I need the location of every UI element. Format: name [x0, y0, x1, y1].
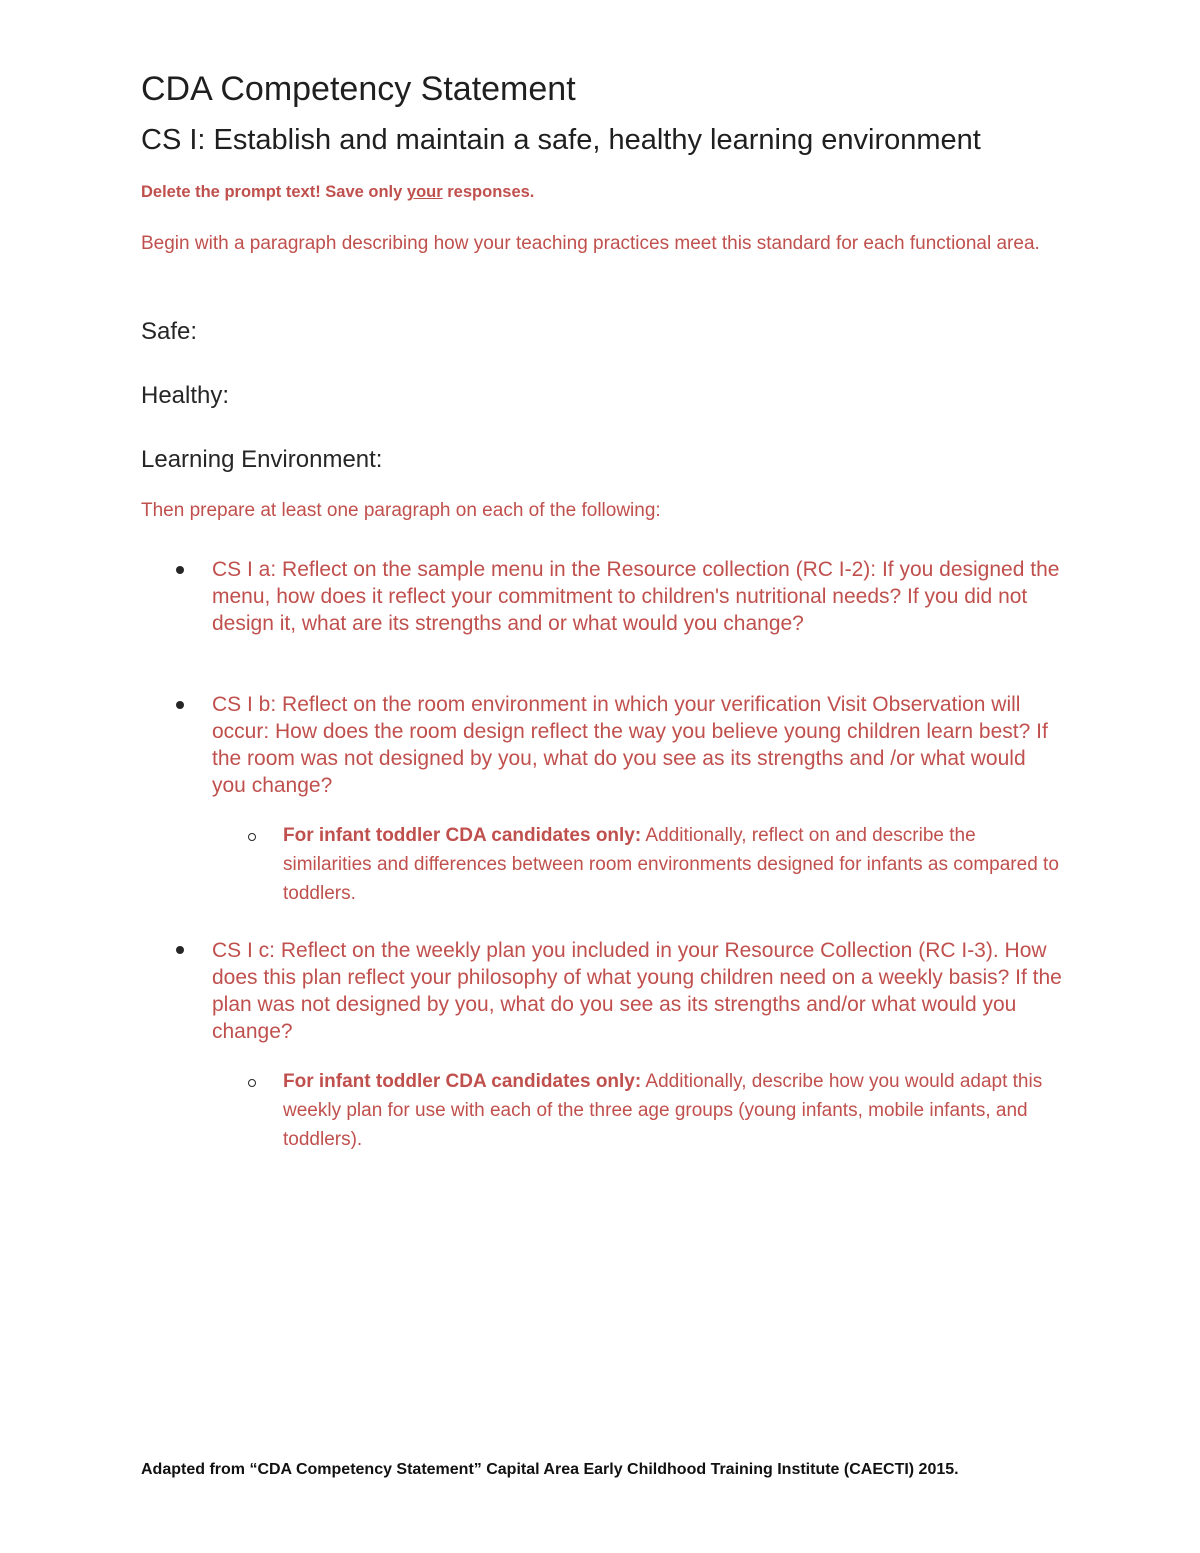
sub-bullet-ring-icon: [248, 833, 256, 841]
warning-underlined-word: your: [406, 183, 443, 201]
sub-bullet-label: For infant toddler CDA candidates only:: [283, 1071, 642, 1092]
footer-citation: Adapted from “CDA Competency Statement” Capital Area Early Childhood Training Institute (CAECTI) 2015.: [141, 1461, 959, 1478]
bullet-cs-1b: CS I b: Reflect on the room environment in which your verification Visit Observation will occur: How does the room design reflect the way you believe young children learn best? If the room was not designed by you, what do you see as its strengths and /or what would you change?: [212, 693, 1048, 797]
bullet-cs-1c: CS I c: Reflect on the weekly plan you included in your Resource Collection (RC I-3). How does this plan reflect your philosophy of what young children need on a weekly basis? If the plan was not designed by you, what do you see as its strengths and/or what would you change?: [212, 939, 1062, 1043]
document-subtitle: CS I: Establish and maintain a safe, healthy learning environment: [141, 124, 981, 156]
bullet-dot-icon: [176, 946, 184, 954]
bullet-dot-icon: [176, 566, 184, 574]
bullet-dot-icon: [176, 701, 184, 709]
intro-prompt: Begin with a paragraph describing how your teaching practices meet this standard for each functional area.: [141, 233, 1040, 254]
delete-prompt-warning: Delete the prompt text! Save only your responses.: [141, 183, 535, 201]
functional-area-safe: Safe:: [141, 318, 198, 345]
document-title: CDA Competency Statement: [141, 70, 576, 108]
functional-area-healthy: Healthy:: [141, 382, 230, 409]
then-prompt: Then prepare at least one paragraph on each of the following:: [141, 500, 661, 521]
sub-bullet-infant-toddler-plan: For infant toddler CDA candidates only: Additionally, describe how you would adapt this weekly plan for use with each of the three age groups (young infants, mobile infants, and toddlers).: [283, 1071, 1043, 1150]
bullet-cs-1a: CS I a: Reflect on the sample menu in the Resource collection (RC I-2): If you designed the menu, how does it reflect your commitment to children's nutritional needs? If you did not design it, what are its strengths and or what would you change?: [212, 558, 1060, 635]
sub-bullet-infant-toddler-room: For infant toddler CDA candidates only: Additionally, reflect on and describe the similarities and differences between room environments designed for infants as compared to toddlers.: [283, 825, 1059, 904]
functional-area-learning-environment: Learning Environment:: [141, 446, 383, 473]
sub-bullet-label: For infant toddler CDA candidates only:: [283, 825, 642, 846]
sub-bullet-ring-icon: [248, 1079, 256, 1087]
